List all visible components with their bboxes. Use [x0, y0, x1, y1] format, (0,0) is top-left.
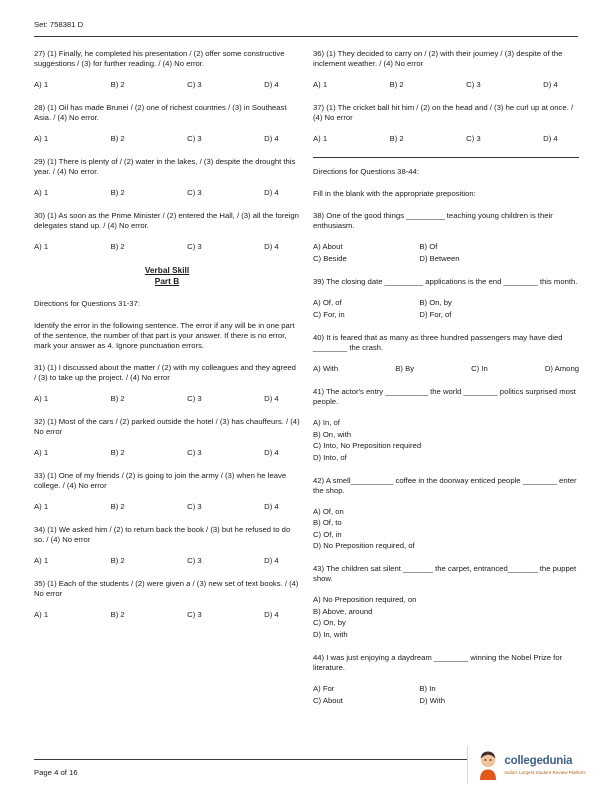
option-d: D) Between	[419, 254, 460, 263]
option-c: C) 3	[187, 242, 202, 251]
question-32	[34, 417, 300, 458]
option-b: B) Of	[419, 242, 438, 251]
option-d: D) 4	[543, 80, 558, 89]
question-40-options	[313, 364, 579, 374]
question-41	[313, 387, 579, 463]
option-c: C) 3	[466, 134, 481, 143]
directions-38-44-body: Fill in the blank with the appropriate preposition:	[313, 189, 476, 198]
question-44-options	[313, 684, 579, 706]
option-c: C) About	[313, 695, 343, 705]
set-label: Set: 758381 D	[34, 20, 84, 29]
question-38-options	[313, 242, 579, 264]
question-38-text: 38) One of the good things _________ teaching young children is their enthusiasm.	[313, 211, 553, 230]
option-b: B) 2	[389, 134, 404, 143]
option-c: C) 3	[466, 80, 481, 89]
question-28	[34, 103, 300, 144]
option-b: B) Above, around	[313, 606, 373, 616]
collegedunia-wordmark	[504, 754, 586, 776]
option-d: D) Into, of	[313, 452, 347, 462]
option-b: B) By	[395, 364, 415, 373]
question-35-text: 35) (1) Each of the students / (2) were given a / (3) new set of text books. / (4) No error	[34, 579, 299, 599]
option-d: D) 4	[264, 448, 279, 458]
question-39	[313, 277, 579, 320]
option-d: D) 4	[264, 556, 279, 566]
question-31	[34, 363, 300, 404]
question-38	[313, 211, 579, 264]
option-c: C) 3	[187, 80, 202, 89]
question-41-options	[313, 418, 579, 463]
option-c: C) 3	[187, 134, 202, 143]
option-d: D) 4	[264, 134, 279, 143]
question-31-text: 31) (1) I discussed about the matter / (2) with my colleagues and they agreed / (3) to take up the project. / (4) No error	[34, 363, 296, 383]
header-divider	[34, 36, 578, 37]
question-32-options	[34, 448, 279, 458]
option-a: A) With	[313, 364, 339, 373]
question-43	[313, 564, 579, 640]
section-heading	[34, 265, 300, 287]
option-d: D) In, with	[313, 629, 348, 639]
question-30-options	[34, 242, 279, 252]
directions-38-44-title: Directions for Questions 38-44:	[313, 167, 419, 176]
option-b: B) 2	[110, 188, 125, 197]
option-c: C) In	[471, 364, 488, 373]
question-34-options	[34, 556, 279, 566]
option-d: D) Among	[544, 364, 579, 373]
question-27-options	[34, 80, 279, 90]
option-a: A) 1	[34, 610, 49, 620]
question-29-options	[34, 188, 279, 198]
option-a: A) 1	[34, 242, 49, 251]
question-42-text: 42) A smell__________ coffee in the doorway enticed people ________ enter the shop.	[313, 475, 577, 495]
option-a: A) Of, of	[313, 298, 342, 307]
option-d: D) 4	[543, 134, 558, 143]
question-27	[34, 49, 300, 90]
option-b: B) 2	[110, 502, 125, 512]
question-41-text: 41) The actor's entry __________ the world ________ politics surprised most people.	[313, 387, 576, 406]
option-d: D) With	[419, 695, 446, 705]
collegedunia-tagline: India's Largest Student Review Platform	[504, 769, 586, 775]
option-d: D) For, of	[419, 310, 452, 319]
option-c: C) 3	[187, 556, 202, 566]
option-d: D) 4	[264, 502, 279, 512]
directions-31-37-body: Identify the error in the following sentence. The error if any will be in one part of the sentence, the number of that part is your answer. If there is no error, mark your answer as 4. Ignore punctuation errors.	[34, 321, 295, 351]
question-37-options	[313, 134, 558, 144]
option-b: B) 2	[110, 134, 125, 143]
option-b: B) Of, to	[313, 518, 342, 527]
option-a: A) In, of	[313, 418, 340, 427]
option-c: C) 3	[187, 610, 202, 620]
question-31-options	[34, 394, 279, 404]
two-column-layout	[34, 49, 578, 719]
option-c: C) Beside	[313, 254, 347, 263]
option-a: A) 1	[34, 502, 49, 512]
option-c: C) 3	[187, 394, 202, 404]
question-39-options	[313, 298, 579, 320]
option-d: D) 4	[264, 394, 279, 404]
question-27-text: 27) (1) Finally, he completed his presentation / (2) offer some constructive suggestions / (3) for further reading. / (4) No error.	[34, 49, 285, 68]
option-b: B) 2	[389, 80, 404, 89]
question-32-text: 32) (1) Most of the cars / (2) parked outside the hotel / (3) has chauffeurs. / (4) No error	[34, 417, 300, 437]
column-left	[34, 49, 300, 719]
question-40-text: 40) It is feared that as many as three hundred passengers may have died ________ the crash.	[313, 333, 563, 352]
question-33	[34, 471, 300, 512]
option-a: A) 1	[313, 134, 328, 143]
question-42	[313, 476, 579, 552]
question-28-text: 28) (1) Oil has made Brunei / (2) one of richest countries / (3) in Southeast Asia. / (4) No error.	[34, 103, 287, 122]
option-d: D) 4	[264, 610, 279, 620]
option-b: B) In	[419, 683, 436, 693]
option-d: D) No Preposition required, of	[313, 541, 415, 550]
option-b: B) 2	[110, 556, 125, 566]
option-c: C) For, in	[313, 310, 345, 319]
option-a: A) 1	[34, 80, 49, 89]
section-divider	[313, 157, 579, 158]
option-c: C) Into, No Preposition required	[313, 441, 422, 450]
option-a: A) 1	[34, 134, 49, 143]
option-b: B) 2	[110, 394, 125, 404]
question-39-text: 39) The closing date _________ applications is the end ________ this month.	[313, 277, 578, 286]
option-b: B) 2	[110, 448, 125, 458]
option-d: D) 4	[264, 80, 279, 89]
option-d: D) 4	[264, 188, 279, 197]
option-a: A) For	[313, 683, 335, 693]
option-a: A) 1	[313, 80, 328, 89]
option-b: B) On, by	[419, 298, 452, 307]
question-44	[313, 653, 579, 706]
question-29-text: 29) (1) There is plenty of / (2) water in the lakes, / (3) despite the drought this year. / (4) No error.	[34, 157, 296, 176]
question-34	[34, 525, 300, 566]
question-43-text: 43) The children sat silent _______ the carpet, entranced_______ the puppet show.	[313, 564, 577, 583]
question-37-text: 37) (1) The cricket ball hit him / (2) on the head and / (3) he curl up at once. / (4) No error	[313, 103, 574, 122]
collegedunia-mascot-icon	[477, 749, 499, 781]
question-33-text: 33) (1) One of my friends / (2) is going to join the army / (3) when he leave college. / (4) No error	[34, 471, 287, 491]
option-d: D) 4	[264, 242, 279, 251]
option-b: B) 2	[110, 242, 125, 251]
option-c: C) 3	[187, 448, 202, 458]
directions-31-37-title: Directions for Questions 31-37:	[34, 299, 140, 309]
collegedunia-logo	[467, 746, 588, 784]
option-a: A) No Preposition required, on	[313, 595, 417, 604]
question-40	[313, 333, 579, 374]
question-28-options	[34, 134, 279, 144]
option-c: C) Of, in	[313, 529, 342, 539]
question-44-text: 44) I was just enjoying a daydream ________ winning the Nobel Prize for literature.	[313, 652, 563, 672]
question-36	[313, 49, 579, 90]
option-b: B) 2	[110, 80, 125, 89]
option-c: C) On, by	[313, 618, 346, 627]
question-35	[34, 579, 300, 620]
question-30	[34, 211, 300, 252]
page-number-label: Page 4 of 16	[34, 768, 78, 777]
option-a: A) 1	[34, 188, 49, 197]
question-36-options	[313, 80, 558, 90]
option-a: A) 1	[34, 448, 49, 458]
collegedunia-brand-text: collegedunia	[504, 755, 573, 768]
question-37	[313, 103, 579, 144]
column-right	[313, 49, 579, 719]
question-34-text: 34) (1) We asked him / (2) to return back the book / (3) but he refused to do so. / (4) No error	[34, 525, 291, 545]
question-33-options	[34, 502, 279, 512]
option-b: B) On, with	[313, 429, 352, 439]
verbal-skill-heading: Verbal Skill	[144, 265, 190, 275]
question-42-options	[313, 507, 579, 552]
option-b: B) 2	[110, 610, 125, 620]
option-a: A) Of, on	[313, 506, 344, 516]
question-30-text: 30) (1) As soon as the Prime Minister / (2) entered the Hall, / (3) all the foreign delegates stand up. / (4) No error.	[34, 211, 299, 230]
option-a: A) About	[313, 242, 343, 251]
question-35-options	[34, 610, 279, 620]
option-a: A) 1	[34, 394, 49, 404]
part-b-heading: Part B	[154, 276, 180, 287]
option-c: C) 3	[187, 188, 202, 197]
question-43-options	[313, 595, 579, 640]
question-36-text: 36) (1) They decided to carry on / (2) with their journey / (3) despite of the inclement weather. / (4) No error	[313, 49, 563, 68]
option-a: A) 1	[34, 556, 49, 566]
question-29	[34, 157, 300, 198]
option-c: C) 3	[187, 502, 202, 512]
